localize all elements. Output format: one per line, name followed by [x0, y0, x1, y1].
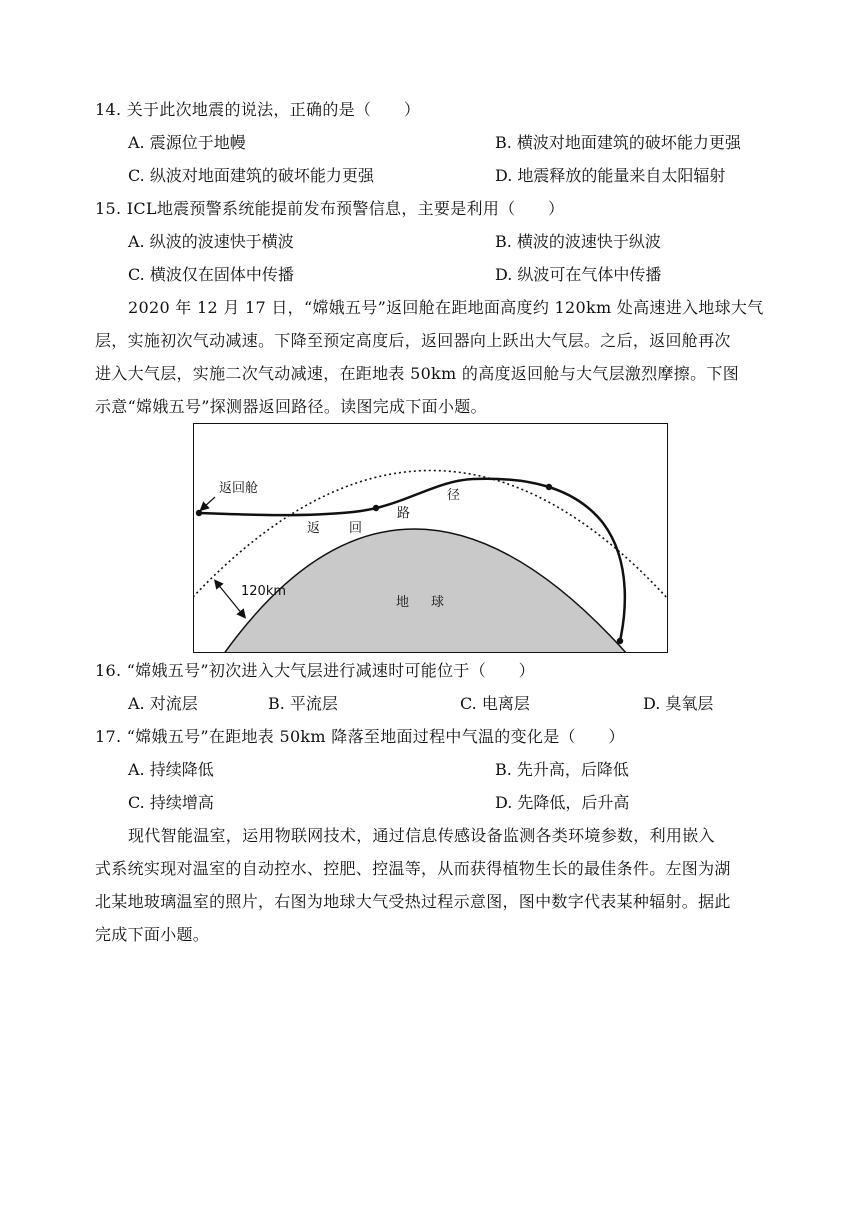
question-16-option-a: A. 对流层	[128, 694, 198, 713]
question-14-option-d: D. 地震释放的能量来自太阳辐射	[495, 166, 726, 185]
path-point-end	[617, 638, 623, 644]
altitude-label: 120km	[241, 584, 287, 599]
question-16-stem: 16. “嫦娥五号”初次进入大气层进行减速时可能位于（ ）	[95, 661, 535, 680]
passage-1-line-3: 进入大气层，实施二次气动减速，在距地表 50km 的高度返回舱与大气层激烈摩擦。下图	[95, 364, 739, 383]
capsule-label: 返回舱	[219, 481, 259, 496]
question-14-option-c: C. 纵波对地面建筑的破坏能力更强	[128, 166, 374, 185]
question-17-option-a: A. 持续降低	[128, 760, 214, 779]
question-15-stem: 15. ICL地震预警系统能提前发布预警信息，主要是利用（ ）	[95, 199, 565, 218]
return-path-diagram	[193, 423, 668, 653]
passage-2-line-1: 现代智能温室，运用物联网技术，通过信息传感设备监测各类环境参数，利用嵌入	[128, 826, 715, 845]
capsule-arrow	[203, 497, 215, 508]
question-15-option-c: C. 横波仅在固体中传播	[128, 265, 294, 284]
path-label-2: 回	[349, 521, 363, 536]
altitude-arrow	[217, 583, 243, 615]
question-16-option-b: B. 平流层	[268, 694, 338, 713]
question-17-stem: 17. “嫦娥五号”在距地表 50km 降落至地面过程中气温的变化是（ ）	[95, 727, 625, 746]
path-point-2	[546, 484, 552, 490]
question-17-option-c: C. 持续增高	[128, 793, 214, 812]
passage-1-line-1: 2020 年 12 月 17 日，“嫦娥五号”返回舱在距地面高度约 120km 处高速进入地球大气	[128, 298, 764, 317]
question-16-option-d: D. 臭氧层	[643, 694, 714, 713]
earth-label-1: 地	[396, 595, 410, 610]
question-14-stem: 14. 关于此次地震的说法，正确的是（ ）	[95, 100, 421, 119]
passage-1-line-4: 示意“嫦娥五号”探测器返回路径。读图完成下面小题。	[95, 397, 487, 416]
question-14-option-a: A. 震源位于地幔	[128, 133, 246, 152]
question-15-option-a: A. 纵波的波速快于横波	[128, 232, 294, 251]
question-17-option-d: D. 先降低，后升高	[495, 793, 630, 812]
question-14-option-b: B. 横波对地面建筑的破坏能力更强	[495, 133, 741, 152]
path-label-1: 返	[307, 521, 321, 536]
path-label-4: 径	[447, 488, 461, 503]
passage-1-line-2: 层，实施初次气动减速。下降至预定高度后，返回器向上跃出大气层。之后，返回舱再次	[95, 331, 731, 350]
question-15-option-b: B. 横波的波速快于纵波	[495, 232, 661, 251]
passage-2-line-3: 北某地玻璃温室的照片，右图为地球大气受热过程示意图，图中数字代表某种辐射。据此	[95, 892, 731, 911]
path-point-start	[196, 510, 202, 516]
earth-label-2: 球	[431, 595, 445, 610]
passage-2-line-4: 完成下面小题。	[95, 925, 210, 944]
path-label-3: 路	[397, 506, 411, 521]
passage-2-line-2: 式系统实现对温室的自动控水、控肥、控温等，从而获得植物生长的最佳条件。左图为湖	[95, 859, 731, 878]
path-point-1	[373, 505, 379, 511]
question-16-option-c: C. 电离层	[460, 694, 530, 713]
question-15-option-d: D. 纵波可在气体中传播	[495, 265, 662, 284]
question-17-option-b: B. 先升高，后降低	[495, 760, 629, 779]
